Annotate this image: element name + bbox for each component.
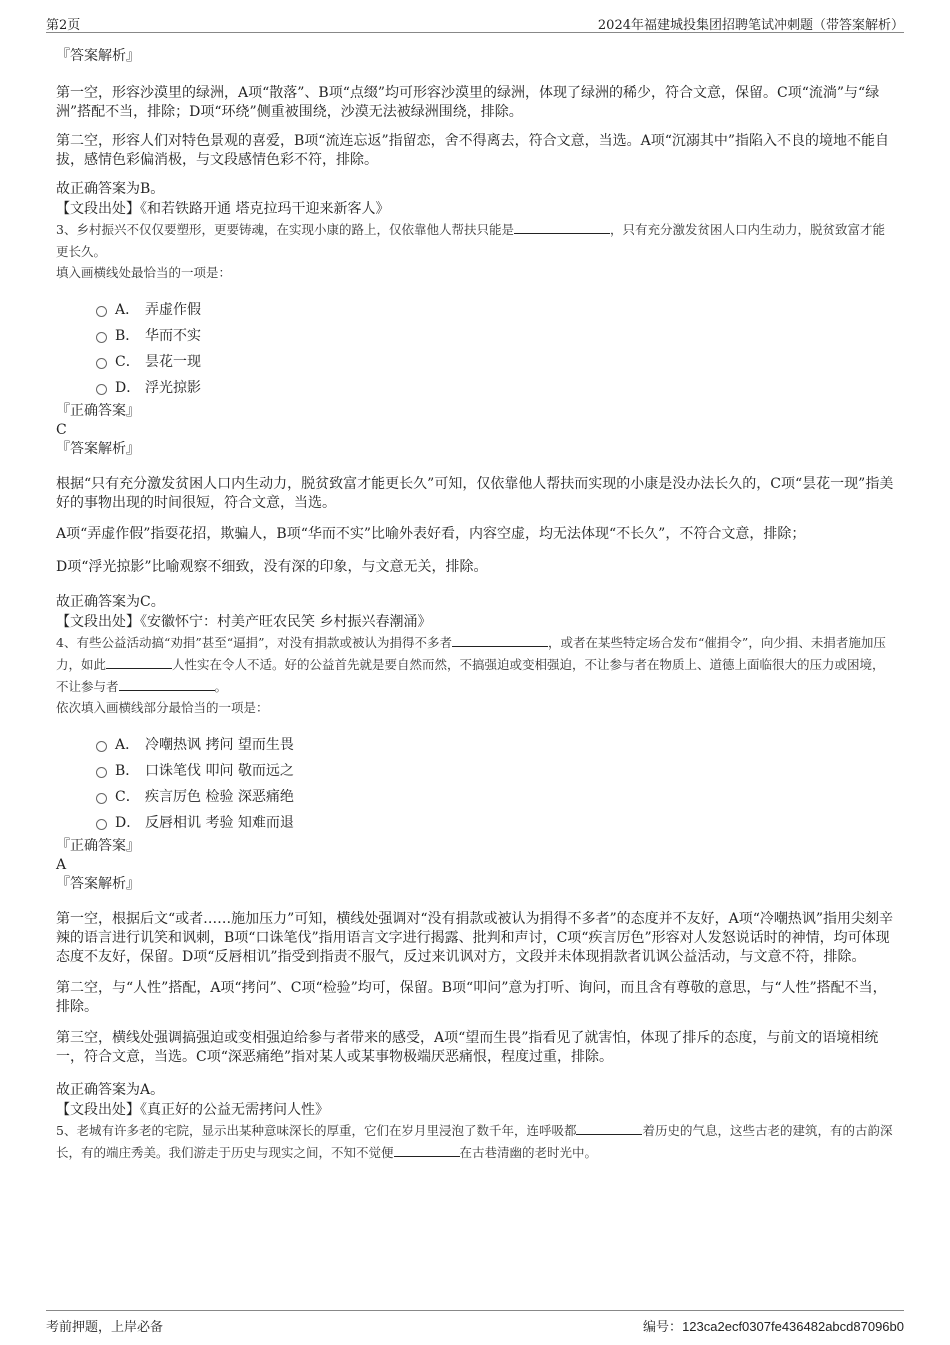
q4-analysis-p3: 第三空，横线处强调搞强迫或变相强迫给参与者带来的感受，A项“望而生畏”指看见了就害怕，体现了排斥的态度，与前文的语境相统一，符合文意，当选。C项“深恶痛绝”指对某人或某事物极端厌恶痛恨，程度过重，排除。 <box>56 1030 879 1065</box>
radio-icon[interactable] <box>96 384 107 395</box>
q4-option-d[interactable]: D． 反唇相讥 考验 知难而退 <box>96 810 896 836</box>
q3-answer: C <box>56 422 67 438</box>
q4-analysis-p1: 第一空，根据后文“或者……施加压力”可知，横线处强调对“没有捐款或被认为捐得不多者”的态度并不友好，A项“冷嘲热讽”指用尖刻辛辣的语言进行讥笑和讽刺，B项“口诛笔伐”指用语言文字进行揭露、批判和声讨，C项“疾言厉色”形容对人发怒说话时的神情，均可体现态度不友好，保留。D项“反唇相讥”指受到指责不服气，反过来讥讽对方，文段并未体现捐款者讥讽公益活动，与文意不符，排除。 <box>56 911 894 965</box>
q2-analysis-p1: 第一空，形容沙漠里的绿洲，A项“散落”、B项“点缀”均可形容沙漠里的绿洲，体现了绿洲的稀少，符合文意，保留。C项“流淌”与“绿洲”搭配不当，排除；D项“环绕”侧重被围绕，沙漠无法被绿洲围绕，排除。 <box>56 85 880 120</box>
q3-option-d[interactable]: D． 浮光掠影 <box>96 375 896 401</box>
blank <box>452 634 548 647</box>
q3-analysis-p2: A项“弄虚作假”指耍花招，欺骗人，B项“华而不实”比喻外表好看，内容空虚，均无法体现“不长久”，不符合文意，排除； <box>56 526 806 542</box>
q4-answer: A <box>56 857 67 873</box>
q3-option-b[interactable]: B． 华而不实 <box>96 323 896 349</box>
document-id: 编号：123ca2ecf0307fe436482abcd87096b0 <box>643 1319 904 1335</box>
radio-icon[interactable] <box>96 332 107 343</box>
q4-option-b[interactable]: B． 口诛笔伐 叩问 敬而远之 <box>96 758 896 784</box>
analysis-label: 『答案解析』 <box>56 876 140 892</box>
q3-option-a[interactable]: A． 弄虚作假 <box>96 297 896 323</box>
q2-source: 【文段出处】《和若铁路开通 塔克拉玛干迎来新客人》 <box>56 201 390 217</box>
blank <box>514 221 610 234</box>
blank <box>576 1122 642 1135</box>
q4-source: 【文段出处】《真正好的公益无需拷问人性》 <box>56 1102 329 1118</box>
q4-option-a[interactable]: A． 冷嘲热讽 拷问 望而生畏 <box>96 732 896 758</box>
radio-icon[interactable] <box>96 767 107 778</box>
q4-stem: 4、有些公益活动搞“劝捐”甚至“逼捐”，对没有捐款或被认为捐得不多者 ，或者在某些特定场合发布“催捐令”，向少捐、未捐者施加压力，如此 人性实在令人不适。好的公益首先就是要自然而然，不搞强迫或变相强迫，不让参与者在物质上、道德上面临很大的压力或困境，不让参与者 。 <box>56 635 886 694</box>
q2-analysis-p2: 第二空，形容人们对特色景观的喜爱，B项“流连忘返”指留恋，舍不得离去，符合文意，当选。A项“沉溺其中”指陷入不良的境地不能自拔，感情色彩偏消极，与文段感情色彩不符，排除。 <box>56 133 890 168</box>
q3-conclusion: 故正确答案为C。 <box>56 594 165 610</box>
q4-options <box>96 732 896 836</box>
q3-option-c[interactable]: C． 昙花一现 <box>96 349 896 375</box>
document-body <box>56 46 896 1164</box>
blank <box>119 678 215 691</box>
page-footer <box>46 1310 904 1335</box>
radio-icon[interactable] <box>96 741 107 752</box>
q4-conclusion: 故正确答案为A。 <box>56 1082 165 1098</box>
blank <box>106 656 172 669</box>
radio-icon[interactable] <box>96 306 107 317</box>
footer-slogan: 考前押题，上岸必备 <box>46 1320 164 1335</box>
analysis-label: 『答案解析』 <box>56 48 140 64</box>
q3-analysis-p1: 根据“只有充分激发贫困人口内生动力，脱贫致富才能更长久”可知，仅依靠他人帮扶而实现的小康是没办法长久的，C项“昙花一现”指美好的事物出现的时间很短，符合文意，当选。 <box>56 476 894 511</box>
document-title: 2024年福建城投集团招聘笔试冲刺题（带答案解析） <box>597 18 904 33</box>
page-number: 第2页 <box>46 18 81 33</box>
page-header <box>46 12 904 33</box>
q4-instruction: 依次填入画横线部分最恰当的一项是： <box>56 700 269 715</box>
radio-icon[interactable] <box>96 358 107 369</box>
q5-stem: 5、老城有许多老的宅院，显示出某种意味深长的厚重，它们在岁月里浸泡了数千年，连呼吸都 着历史的气息，这些古老的建筑，有的古韵深长，有的端庄秀美。我们游走于历史与现实之间，不知不觉便 在古巷清幽的老时光中。 <box>56 1123 893 1160</box>
q3-options <box>96 297 896 401</box>
blank <box>394 1144 460 1157</box>
radio-icon[interactable] <box>96 793 107 804</box>
q4-analysis-p2: 第二空，与“人性”搭配，A项“拷问”、C项“检验”均可，保留。B项“叩问”意为打听、询问，而且含有尊敬的意思，与“人性”搭配不当，排除。 <box>56 980 887 1015</box>
q3-source: 【文段出处】《安徽怀宁：村美产旺农民笑 乡村振兴春潮涌》 <box>56 614 432 630</box>
q2-conclusion: 故正确答案为B。 <box>56 181 165 197</box>
analysis-label: 『答案解析』 <box>56 441 140 457</box>
q3-stem: 3、乡村振兴不仅仅要塑形，更要铸魂，在实现小康的路上，仅依靠他人帮扶只能是 ，只有充分激发贫困人口内生动力，脱贫致富才能更长久。 <box>56 222 885 259</box>
q3-analysis-p3: D项“浮光掠影”比喻观察不细致，没有深的印象，与文意无关，排除。 <box>56 559 488 575</box>
q3-instruction: 填入画横线处最恰当的一项是： <box>56 265 232 280</box>
correct-label: 『正确答案』 <box>56 838 140 854</box>
correct-label: 『正确答案』 <box>56 403 140 419</box>
q4-option-c[interactable]: C． 疾言厉色 检验 深恶痛绝 <box>96 784 896 810</box>
radio-icon[interactable] <box>96 819 107 830</box>
